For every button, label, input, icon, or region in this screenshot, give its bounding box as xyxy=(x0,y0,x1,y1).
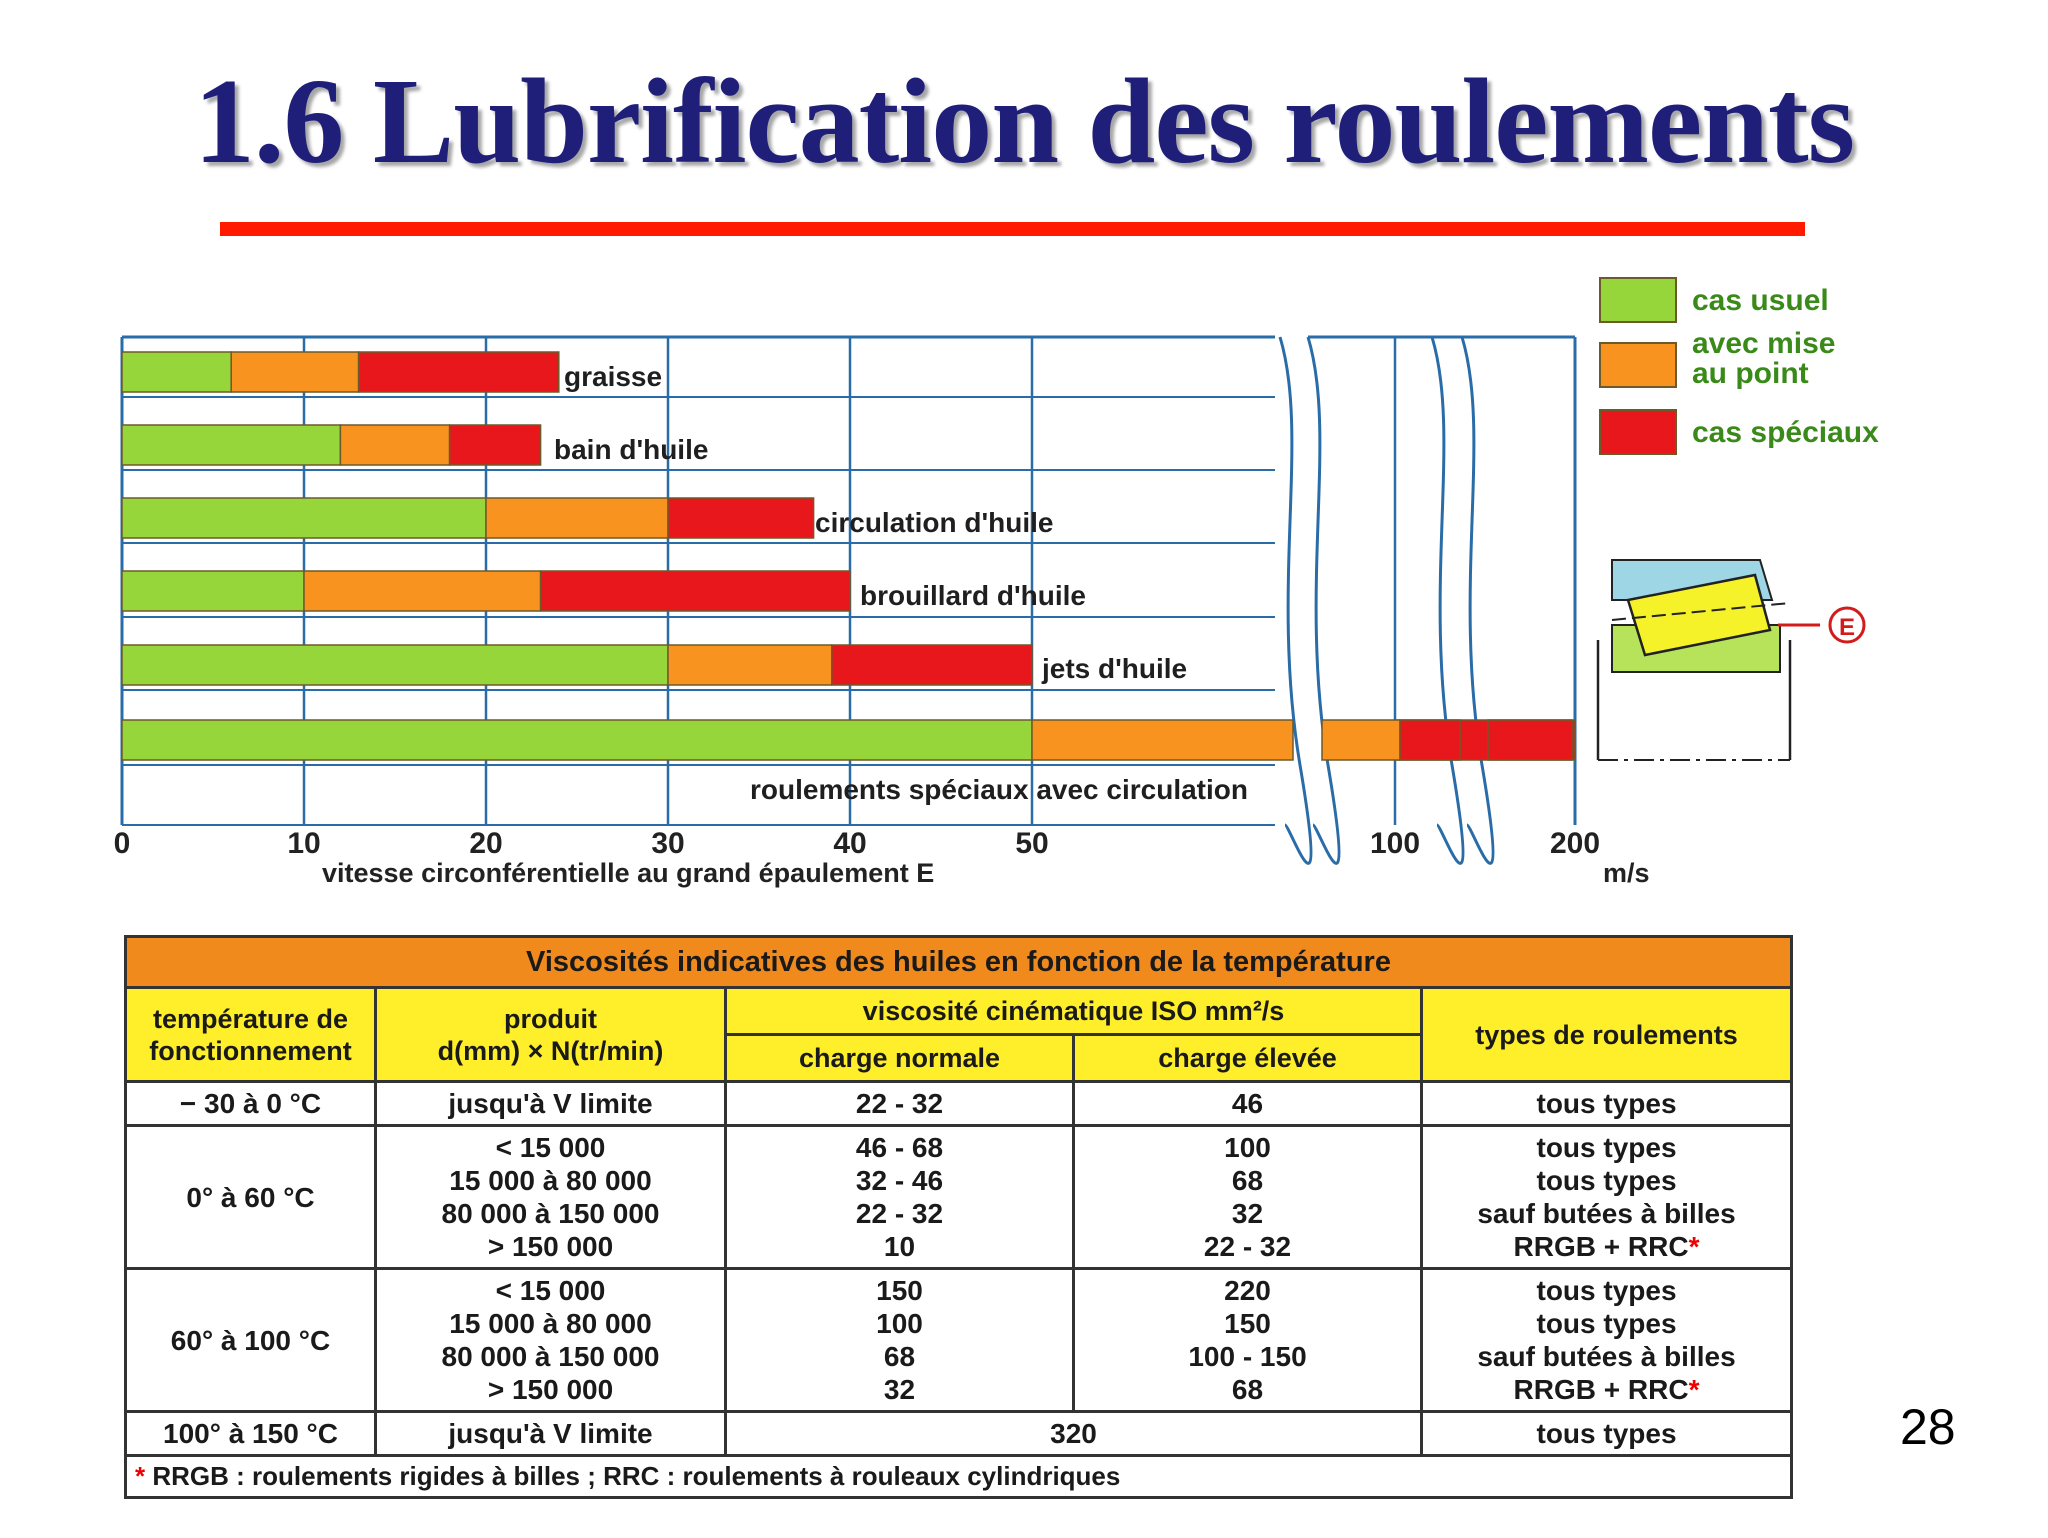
table-row xyxy=(126,1082,1792,1126)
x-tick-label: 30 xyxy=(651,827,685,860)
viscosity-table xyxy=(124,935,1790,1499)
header-types: types de roulements xyxy=(1422,988,1792,1082)
bar-segment-usuel xyxy=(122,645,668,685)
cell-types: tous types xyxy=(1422,1082,1792,1126)
bar-segment-speciaux xyxy=(359,352,559,392)
legend-swatch-usuel xyxy=(1600,278,1676,322)
inset-label-e: E xyxy=(1838,614,1856,641)
x-tick-label: 0 xyxy=(113,827,131,860)
cell-temp: − 30 à 0 °C xyxy=(126,1082,376,1126)
cell-produit: < 15 000 15 000 à 80 000 80 000 à 150 000 > 150 000 xyxy=(376,1269,726,1412)
bar-segment-mise_au_point xyxy=(1032,720,1293,760)
cell-viscosite-merged: 320 xyxy=(726,1412,1422,1456)
table-row xyxy=(126,1269,1792,1412)
cell-normale: 22 - 32 xyxy=(726,1082,1074,1126)
x-tick-label: 40 xyxy=(833,827,867,860)
row-label: jets d'huile xyxy=(1042,653,1188,684)
cell-normale: 150 100 68 32 xyxy=(726,1269,1074,1412)
cell-elevee: 100 68 32 22 - 32 xyxy=(1074,1126,1422,1269)
page-number: 28 xyxy=(1900,1399,1956,1455)
cell-produit: < 15 000 15 000 à 80 000 80 000 à 150 000 > 150 000 xyxy=(376,1126,726,1269)
legend-label: cas spéciaux xyxy=(1692,416,1879,449)
header-viscosite: viscosité cinématique ISO mm²/s xyxy=(726,988,1422,1035)
x-axis-label: vitesse circonférentielle au grand épaulement E xyxy=(322,858,935,888)
bar-segment-mise_au_point xyxy=(231,352,358,392)
cell-produit: jusqu'à V limite xyxy=(376,1082,726,1126)
table-row xyxy=(126,1126,1792,1269)
cell-types: tous types tous types sauf butées à billes RRGB + RRC* xyxy=(1422,1269,1792,1412)
cell-produit: jusqu'à V limite xyxy=(376,1412,726,1456)
row-label: roulements spéciaux avec circulation xyxy=(750,774,1248,805)
bar-segment-speciaux xyxy=(1400,720,1460,760)
cell-elevee: 220 150 100 - 150 68 xyxy=(1074,1269,1422,1412)
bar-segment-mise_au_point xyxy=(668,645,832,685)
header-produit: produit d(mm) × N(tr/min) xyxy=(376,988,726,1082)
legend-swatch-speciaux xyxy=(1600,410,1676,454)
table-caption: Viscosités indicatives des huiles en fonction de la température xyxy=(126,937,1792,988)
bar-segment-speciaux xyxy=(541,571,850,611)
header-charge-normale: charge normale xyxy=(726,1035,1074,1082)
bar-segment-usuel xyxy=(122,425,340,465)
legend-label: cas usuel xyxy=(1692,284,1829,317)
x-tick-label: 200 xyxy=(1549,827,1601,860)
legend-swatch-mise_au_point xyxy=(1600,343,1676,387)
row-label: graisse xyxy=(564,361,663,392)
row-label: circulation d'huile xyxy=(815,507,1054,538)
bar-segment-usuel xyxy=(122,352,231,392)
x-axis-unit: m/s xyxy=(1603,858,1650,888)
cell-types: tous types tous types sauf butées à billes RRGB + RRC* xyxy=(1422,1126,1792,1269)
slide-title: 1.6 Lubrification des roulements xyxy=(193,54,1855,189)
header-temperature: température de fonctionnement xyxy=(126,988,376,1082)
x-tick-label: 20 xyxy=(469,827,503,860)
cell-elevee: 46 xyxy=(1074,1082,1422,1126)
bar-segment-usuel xyxy=(122,720,1032,760)
footnote-mark: * xyxy=(1688,1374,1700,1405)
bar-segment-speciaux xyxy=(668,498,814,538)
footnote-text: RRGB : roulements rigides à billes ; RRC : roulements à rouleaux cylindriques xyxy=(152,1461,1121,1491)
bar-segment-speciaux xyxy=(832,645,1032,685)
footnote-mark: * xyxy=(1688,1231,1700,1262)
x-tick-label: 10 xyxy=(287,827,321,860)
table-row xyxy=(126,1412,1792,1456)
legend-label: avec mise au point xyxy=(1692,327,1836,390)
header-charge-elevee: charge élevée xyxy=(1074,1035,1422,1082)
row-label: brouillard d'huile xyxy=(860,580,1086,611)
bar-segment-usuel xyxy=(122,571,304,611)
cell-temp: 100° à 150 °C xyxy=(126,1412,376,1456)
bar-segment-mise_au_point xyxy=(304,571,541,611)
chart-legend xyxy=(1600,278,1879,454)
cell-temp: 60° à 100 °C xyxy=(126,1269,376,1412)
bar-segment-speciaux xyxy=(450,425,541,465)
cell-temp: 0° à 60 °C xyxy=(126,1126,376,1269)
cell-types: tous types xyxy=(1422,1412,1792,1456)
table-footnote xyxy=(126,1456,1792,1498)
chart-x-ticks xyxy=(114,827,1600,860)
cell-normale: 46 - 68 32 - 46 22 - 32 10 xyxy=(726,1126,1074,1269)
row-label: bain d'huile xyxy=(554,434,709,465)
bar-segment-speciaux xyxy=(1488,720,1572,760)
bar-segment-mise_au_point xyxy=(340,425,449,465)
x-tick-label: 50 xyxy=(1015,827,1049,860)
bar-segment-mise_au_point xyxy=(1322,720,1400,760)
bar-segment-mise_au_point xyxy=(486,498,668,538)
chart-bars xyxy=(122,352,1575,760)
footnote-mark: * xyxy=(135,1461,146,1491)
bar-segment-usuel xyxy=(122,498,486,538)
x-tick-label: 100 xyxy=(1369,827,1421,860)
bearing-inset-drawing xyxy=(1598,560,1864,760)
